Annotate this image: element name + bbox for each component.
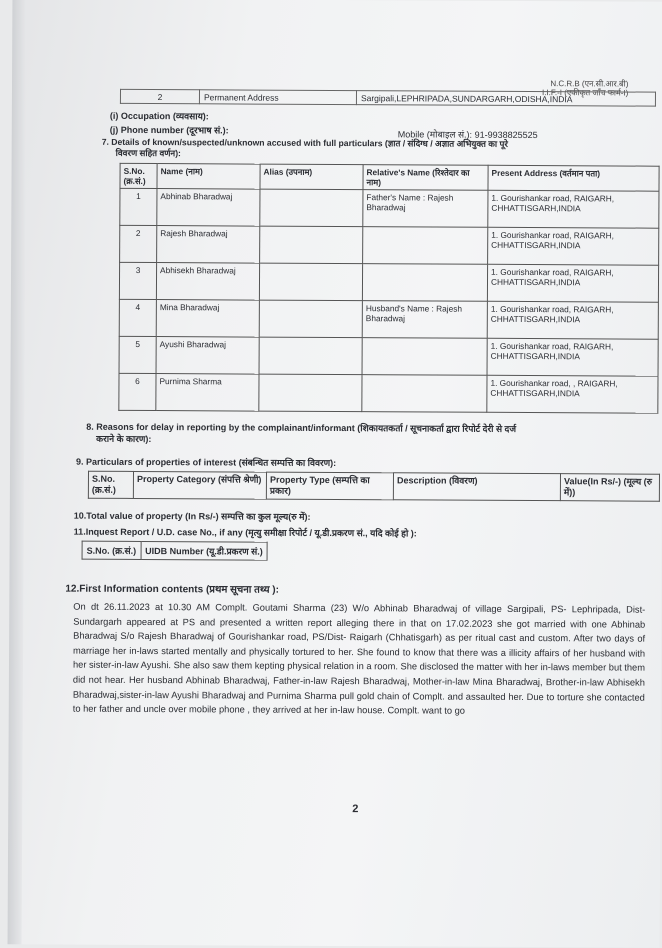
accused-sn: 1 (120, 188, 157, 225)
first-information-contents (73, 600, 646, 720)
accused-relative: Husband's Name : Rajesh Bharadwaj (362, 301, 487, 339)
address-table (120, 89, 656, 107)
form-code-line-1: N.C.R.B (एन.सी.आर.बी) (550, 79, 629, 89)
accused-table (118, 163, 659, 414)
section8-line2: कराने के कारण): (96, 433, 152, 445)
address-type: Permanent Address (199, 90, 356, 105)
accused-relative (362, 338, 487, 376)
prop-col-category: Property Category (संपत्ति श्रेणी) (133, 471, 266, 499)
mobile-label: Mobile (मोबाइल सं.): (397, 129, 473, 140)
accused-sn: 3 (119, 262, 156, 299)
uidb-col-sn: S.No. (क्र.सं.) (82, 541, 141, 559)
accused-address: 1. Gourishankar road, RAIGARH, CHHATTISGARH,INDIA (488, 190, 659, 228)
accused-name: Rajesh Bharadwaj (157, 226, 260, 264)
phone-label: (j) Phone number (दूरभाष सं.): (109, 124, 229, 136)
accused-name: Abhisekh Bharadwaj (156, 263, 259, 301)
col-address: Present Address (वर्तमान पता) (488, 165, 659, 191)
address-row (120, 89, 655, 106)
uidb-col-number: UIDB Number (यू.डी.प्रकरण सं.) (141, 541, 268, 560)
accused-alias (259, 337, 362, 375)
accused-alias (260, 189, 363, 227)
col-relative: Relative's Name (रिश्तेदार का नाम) (363, 165, 488, 191)
document-page (8, 0, 662, 948)
page-number: 2 (352, 803, 359, 816)
prop-col-description: Description (विवरण) (393, 473, 560, 501)
accused-row (119, 336, 658, 376)
accused-alias (259, 374, 362, 412)
address-value: Sargipali,LEPHRIPADA,SUNDARGARH,ODISHA,INDIA (356, 91, 655, 107)
accused-address: 1. Gourishankar road, RAIGARH, CHHATTISGARH,INDIA (487, 338, 658, 376)
accused-relative (362, 375, 487, 413)
address-sn: 2 (120, 89, 199, 103)
accused-sn: 6 (119, 373, 156, 410)
accused-alias (259, 300, 362, 338)
accused-row (119, 299, 658, 339)
section10: 10.Total value of property (In Rs/-) सम्पत्ति का कुल मूल्य(रु में): (73, 510, 311, 522)
form-code-line-2: I.I.F.-I (एकीकृत जाँच फार्म-I) (541, 88, 629, 98)
accused-name: Abhinab Bharadwaj (157, 189, 260, 227)
accused-row (119, 262, 658, 302)
section8 (86, 421, 662, 448)
accused-relative (362, 264, 487, 302)
property-table-header (88, 471, 659, 501)
property-table (88, 471, 660, 502)
section11: 11.Inquest Report / U.D. case No., if any (मृत्यु समीक्षा रिपोर्ट / यू.डी.प्रकरण सं., यदि कोई हो ): (73, 526, 417, 539)
prop-col-type: Property Type (सम्पत्ति का प्रकार) (266, 472, 393, 500)
accused-sn: 5 (119, 336, 156, 373)
occupation-label: (i) Occupation (व्यवसाय): (109, 110, 209, 122)
prop-col-value: Value(In Rs/-) (मूल्य (रु में)) (560, 474, 659, 502)
mobile-value: 91-9938825525 (474, 129, 538, 141)
accused-relative: Father's Name : Rajesh Bharadwaj (363, 190, 488, 228)
accused-row (120, 188, 659, 228)
col-alias: Alias (उपनाम) (260, 164, 363, 190)
accused-sn: 2 (120, 225, 157, 262)
accused-table-body (119, 188, 659, 413)
accused-alias (259, 263, 362, 301)
accused-relative (363, 227, 488, 265)
accused-address: 1. Gourishankar road, , RAIGARH, CHHATTISGARH,INDIA (487, 375, 658, 413)
accused-row (119, 373, 658, 413)
accused-sn: 4 (119, 299, 156, 336)
section8-line1: 8. Reasons for delay in reporting by the complainant/informant (शिकायतकर्ता / सूचनाकर्ता द्वारा रिपोर्ट देरी से दर्ज (86, 421, 517, 434)
accused-name: Purnima Sharma (156, 374, 259, 412)
accused-name: Mina Bharadwaj (156, 300, 259, 338)
prop-col-sn: S.No. (क्र.सं.) (88, 471, 133, 498)
uidb-header (82, 541, 267, 560)
section9-title: 9. Particulars of properties of interest (संबन्धित सम्पत्ति का विवरण): (76, 456, 337, 469)
page-edge-shadow (8, 0, 27, 944)
section12-title: 12.First Information contents (प्रथम सूचना तथ्य ): (65, 583, 279, 596)
accused-alias (260, 226, 363, 264)
section7-title-line2: विवरण सहित वर्णन): (115, 147, 181, 159)
accused-address: 1. Gourishankar road, RAIGARH, CHHATTISGARH,INDIA (487, 264, 658, 302)
section7-title-line1: 7. Details of known/suspected/unknown accused with full particulars (ज्ञात / संदिग्ध / अज्ञात अभियुक्त का पूरे (101, 136, 508, 149)
col-name: Name (नाम) (157, 164, 260, 190)
col-sn: S.No. (क्र.सं.) (120, 163, 157, 188)
accused-row (120, 225, 659, 265)
uidb-table (82, 541, 268, 561)
accused-table-header (120, 163, 659, 191)
section7-title (102, 137, 662, 162)
fir-body-text: On dt 26.11.2023 at 10.30 AM Complt. Goutami Sharma (23) W/o Abhinab Bharadwaj of village Sargipali, PS- Lephripada, Dist- Sundargarh appeared at PS and presented a written report alleging there in that on 17.02.2023 she got married with one Abhinab Bharadwaj S/o Rajesh Bharadwaj of Gourishankar road, PS/Dist- Raigarh (Chhatisgarh) as per ritual cast and custom. After two days of marriage her in-laws started mentally and physically tortured to her. She found to know that there was a illicity affairs of her husband with her sister-in-law Ayushi. She also saw them kepting physical relation in a room. She disclosed the matter with her in-laws member but them did not hear. Her husband Abhinab Bharadwaj, Father-in-law Rajesh Bharadwaj, Mother-in-law Mina Bharadwaj, Brother-in-law Abhisekh Bharadwaj,sister-in-law Ayushi Bharadwaj and Purnima Sharma pull gold chain of Complt. and assaulted her. Due to torture she contacted to her father and uncle over mobile phone , they arrived at her in-law house. Complt. want to go (72, 601, 646, 716)
accused-address: 1. Gourishankar road, RAIGARH, CHHATTISGARH,INDIA (487, 301, 658, 339)
accused-name: Ayushi Bharadwaj (156, 337, 259, 375)
accused-address: 1. Gourishankar road, RAIGARH, CHHATTISGARH,INDIA (488, 227, 659, 265)
